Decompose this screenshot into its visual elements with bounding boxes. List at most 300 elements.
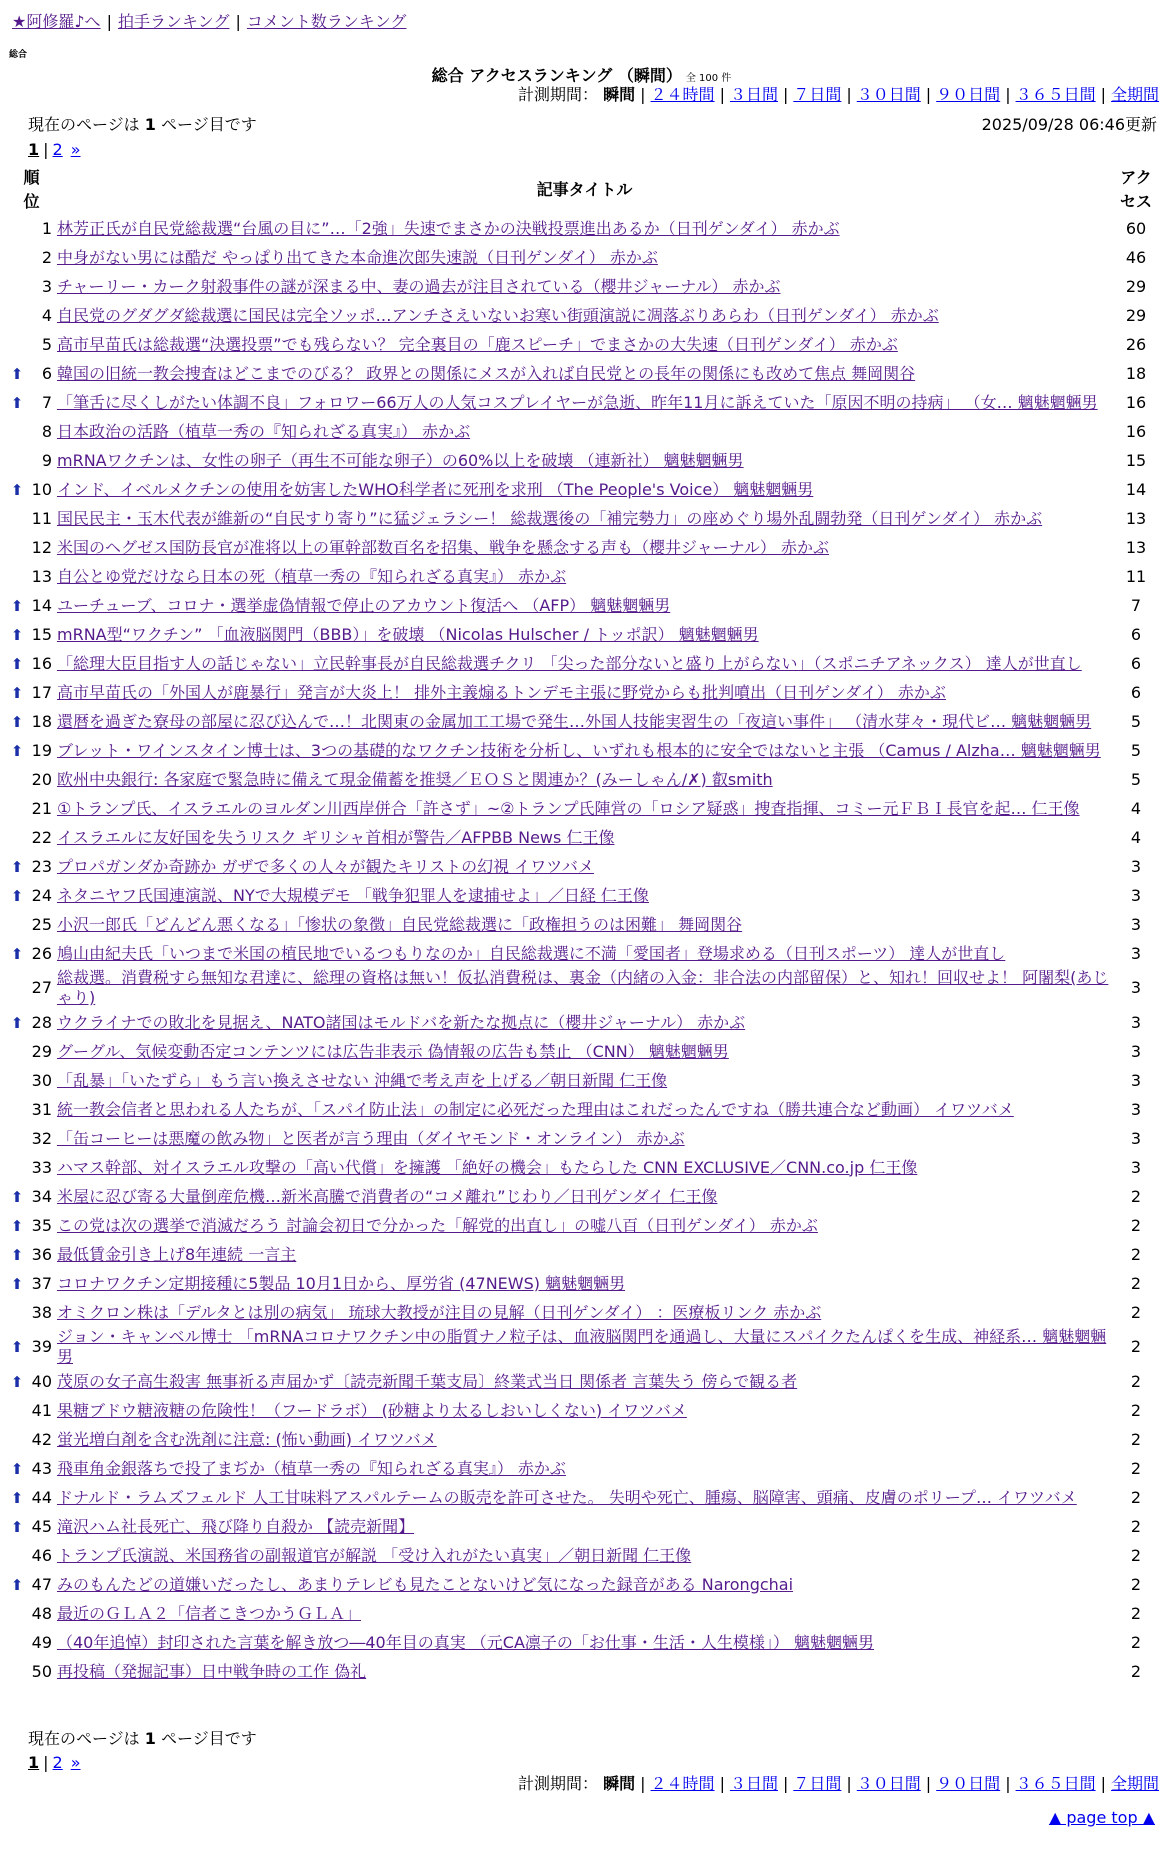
article-title-cell [55, 620, 1114, 649]
article-title-cell [55, 562, 1114, 591]
rank-change-cell [8, 475, 26, 504]
rank-number: 46 [31, 1545, 52, 1565]
article-title-cell [55, 968, 1114, 1008]
rank-change-cell [8, 504, 26, 533]
period-all-link[interactable]: 全期間 [1110, 85, 1159, 104]
article-title-cell [55, 1298, 1114, 1327]
table-row [8, 243, 1158, 272]
rank-change-cell [8, 446, 26, 475]
article-link[interactable]: 高市早苗氏の「外国人が鹿暴行」発言が大炎上！ 排外主義煽るトンデモ主張に野党からも批判噴出（日刊ゲンダイ） 赤かぶ [57, 682, 946, 702]
home-link[interactable]: ★阿修羅♪へ [12, 12, 101, 31]
article-title-cell [55, 881, 1114, 910]
article-link[interactable]: 「総理大臣目指す人の話じゃない」立民幹事長が自民総裁選チクリ 「尖った部分ないと盛り上がらない」（スポニチアネックス） 達人が世直し [57, 653, 1082, 673]
period-3d-link[interactable]: ３日間 [729, 85, 778, 104]
rank-number: 27 [31, 978, 52, 997]
article-title-cell [55, 243, 1114, 272]
table-row [8, 968, 1158, 1008]
rank-number: 25 [31, 914, 52, 934]
up-arrow-icon: ⬆ [10, 741, 24, 760]
article-link[interactable]: 最低賃金引き上げ8年連続 一言主 [57, 1244, 297, 1264]
rank-number: 49 [31, 1632, 52, 1652]
rank-number: 48 [31, 1603, 52, 1623]
table-row [8, 533, 1158, 562]
rank-change-cell [8, 1095, 26, 1124]
rank-change-cell [8, 1182, 26, 1211]
up-arrow-icon: ⬆ [10, 1187, 24, 1206]
up-arrow-icon: ⬆ [10, 712, 24, 731]
access-count: 3 [1130, 1099, 1142, 1119]
access-count: 16 [1125, 392, 1147, 412]
table-row [8, 1483, 1158, 1512]
period-current: 瞬間 [603, 85, 636, 104]
periods-label: 計測期間： [518, 85, 599, 104]
article-link[interactable]: 茂原の女子高生殺害 無事祈る声届かず〔読売新聞千葉支局〕終業式当日 関係者 言葉失う 傍らで観る者 [57, 1371, 798, 1391]
article-title-cell [55, 1153, 1114, 1182]
rank-number: 26 [31, 943, 52, 963]
access-count: 2 [1130, 1302, 1142, 1322]
article-link[interactable]: （40年追悼）封印された言葉を解き放つ―40年目の真実 （元CA凛子の「お仕事・生活・人生模様」） 魑魅魍魎男 [57, 1632, 875, 1652]
page-top-container [1049, 1808, 1155, 1827]
article-link[interactable]: 高市早苗氏は総裁選“決選投票”でも残らない？ 完全裏目の「鹿スピーチ」でまさかの大失速（日刊ゲンダイ） 赤かぶ [57, 334, 898, 354]
table-row [8, 1454, 1158, 1483]
access-count: 46 [1125, 247, 1147, 267]
access-count: 5 [1130, 769, 1142, 789]
rank-number: 36 [31, 1244, 52, 1264]
article-link[interactable]: みのもんたどの道嫌いだったし、あまりテレビも見たことないけど気になった録音がある Narongchai [57, 1574, 794, 1594]
article-title-cell [55, 1124, 1114, 1153]
access-count: 3 [1130, 943, 1142, 963]
page-title-block [0, 63, 1163, 86]
rank-change-cell [8, 1570, 26, 1599]
access-count: 6 [1130, 653, 1142, 673]
article-title-cell [55, 1037, 1114, 1066]
separator: | [106, 12, 112, 31]
article-title-cell [55, 794, 1114, 823]
access-count: 2 [1130, 1186, 1142, 1206]
article-link[interactable]: オミクロン株は「デルタとは別の病気」 琉球大教授が注目の見解（日刊ゲンダイ） ：医療板リンク 赤かぶ [57, 1302, 822, 1322]
article-link[interactable]: 総裁選。消費税すら無知な君達に、総理の資格は無い！仮払消費税は、裏金（内緒の入金：非合法の内部留保）と、知れ！回収せよ！ 阿闍梨(あじゃり) [57, 968, 1109, 1007]
rank-change-cell [8, 214, 26, 243]
access-count: 2 [1130, 1215, 1142, 1235]
article-link[interactable]: 滝沢ハム社長死亡、飛び降り自殺か 【読売新聞】 [57, 1516, 415, 1536]
table-row [8, 794, 1158, 823]
period-selector-bottom: 計測期間： 瞬間 | ２４時間 | ３日間 | ７日間 | ３０日間 | ９０日間 | ３６５日間 | 全期間 [518, 1774, 1159, 1793]
article-link[interactable]: 中身がない男には酷だ やっぱり出てきた本命進次郎失速説（日刊ゲンダイ） 赤かぶ [57, 247, 658, 267]
rank-number: 10 [31, 479, 52, 499]
rank-number: 18 [31, 711, 52, 731]
access-count: 2 [1130, 1632, 1142, 1652]
rank-change-cell [8, 1269, 26, 1298]
period-selector-top: 計測期間： 瞬間 | ２４時間 | ３日間 | ７日間 | ３０日間 | ９０日間 | ３６５日間 | 全期間 [518, 85, 1159, 104]
article-link[interactable]: トランプ氏演説、米国務省の副報道官が解説 「受け入れがたい真実」／朝日新聞 仁王像 [57, 1545, 692, 1565]
period-7d-link[interactable]: ７日間 [793, 1774, 842, 1793]
article-link[interactable]: 米屋に忍び寄る大量倒産危機…新米高騰で消費者の“コメ離れ”じわり／日刊ゲンダイ 仁王像 [57, 1186, 718, 1206]
rank-change-cell [8, 1037, 26, 1066]
rank-number: 20 [31, 769, 52, 789]
article-link[interactable]: 小沢一郎氏「どんどん悪くなる」「惨状の象徴」自民党総裁選に「政権担うのは困難」 舞岡関谷 [57, 914, 743, 934]
up-arrow-icon: ⬆ [10, 944, 24, 963]
period-24h-link[interactable]: ２４時間 [650, 85, 715, 104]
up-arrow-icon: ⬆ [10, 480, 24, 499]
rank-change-cell [8, 301, 26, 330]
table-row [8, 446, 1158, 475]
article-link[interactable]: 自民党のグダグダ総裁選に国民は完全ソッポ…アンチさえいないお寒い街頭演説に凋落ぶりあらわ（日刊ゲンダイ） 赤かぶ [57, 305, 939, 325]
period-24h-link[interactable]: ２４時間 [650, 1774, 715, 1793]
article-link[interactable]: チャーリー・カーク射殺事件の謎が深まる中、妻の過去が注目されている（櫻井ジャーナル） 赤かぶ [57, 276, 781, 296]
top-nav [12, 11, 406, 33]
article-title-cell [55, 1396, 1114, 1425]
access-count: 4 [1130, 798, 1142, 818]
section-tag: 総合 [9, 50, 28, 60]
table-row [8, 1628, 1158, 1657]
up-arrow-icon: ⬆ [10, 625, 24, 644]
up-arrow-icon: ⬆ [10, 1274, 24, 1293]
table-row [8, 1570, 1158, 1599]
article-title-cell [55, 1066, 1114, 1095]
page-info-bottom: 現在のページは 1 ページ目です [28, 1729, 257, 1748]
period-90d-link[interactable]: ９０日間 [936, 85, 1001, 104]
table-row [8, 1298, 1158, 1327]
article-link[interactable]: 林芳正氏が自民党総裁選“台風の目に”…「2強」失速でまさかの決戦投票進出あるか（日刊ゲンダイ） 赤かぶ [57, 218, 840, 238]
table-row [8, 736, 1158, 765]
article-link[interactable]: 欧州中央銀行: 各家庭で緊急時に備えて現金備蓄を推奨／ＥＯＳと関連か？(みーしゃん/✗) 叡smith [57, 769, 773, 789]
rank-number: 41 [31, 1400, 52, 1420]
table-row [8, 504, 1158, 533]
table-row [8, 1240, 1158, 1269]
table-row [8, 562, 1158, 591]
article-link[interactable]: 還暦を過ぎた寮母の部屋に忍び込んで…！北関東の金属加工工場で発生…外国人技能実習生の「夜這い事件」 （清水芽々・現代ビ… 魑魅魍魎男 [57, 711, 1092, 731]
rank-number: 24 [31, 885, 52, 905]
pager-page-2-link[interactable]: 2 [52, 1753, 63, 1772]
rank-header: 順 位 [23, 168, 40, 211]
table-row [8, 1124, 1158, 1153]
period-30d-link[interactable]: ３０日間 [856, 85, 921, 104]
access-count: 7 [1130, 595, 1142, 615]
article-link[interactable]: 韓国の旧統一教会捜査はどこまでのびる？ 政界との関係にメスが入れば自民党との長年の関係にも改めて焦点 舞岡関谷 [57, 363, 916, 383]
up-arrow-icon: ⬆ [10, 886, 24, 905]
pager-current: 1 [28, 140, 40, 159]
page-info-top: 現在のページは 1 ページ目です [28, 115, 257, 134]
access-count: 3 [1130, 856, 1142, 876]
article-link[interactable]: ジョン・キャンベル博士 「mRNAコロナワクチン中の脂質ナノ粒子は、血液脳関門を通過し、大量にスパイクたんぱくを生成、神経系… 魑魅魍魎男 [57, 1327, 1107, 1366]
access-count: 18 [1125, 363, 1147, 383]
article-title-cell [55, 1008, 1114, 1037]
rank-number: 44 [31, 1487, 52, 1507]
article-link[interactable]: 「缶コーヒーは悪魔の飲み物」と医者が言う理由（ダイヤモンド・オンライン） 赤かぶ [57, 1128, 685, 1148]
updated-timestamp: 2025/09/28 06:46更新 [981, 115, 1157, 134]
rank-change-cell [8, 533, 26, 562]
article-link[interactable]: 日本政治の活路（植草一秀の『知られざる真実』） 赤かぶ [57, 421, 471, 441]
rank-number: 22 [31, 827, 52, 847]
rank-change-cell [8, 1298, 26, 1327]
rank-change-cell [8, 1628, 26, 1657]
total-count: 全 100 件 [685, 73, 732, 84]
table-row [8, 1269, 1158, 1298]
access-count: 5 [1130, 740, 1142, 760]
rank-change-cell [8, 794, 26, 823]
access-count: 3 [1130, 885, 1142, 905]
table-row [8, 1153, 1158, 1182]
rank-change-cell [8, 272, 26, 301]
article-link[interactable]: 鳩山由紀夫氏「いつまで米国の植民地でいるつもりなのか」自民総裁選に不満「愛国者」登場求める（日刊スポーツ） 達人が世直し [57, 943, 1006, 963]
article-link[interactable]: ①トランプ氏、イスラエルのヨルダン川西岸併合「許さず」~②トランプ氏陣営の「ロシア疑惑」捜査指揮、コミー元ＦＢＩ長官を起… 仁王像 [57, 798, 1080, 818]
rank-change-cell [8, 1483, 26, 1512]
article-title-cell [55, 591, 1114, 620]
access-count: 2 [1130, 1273, 1142, 1293]
article-link[interactable]: この党は次の選挙で消滅だろう 討論会初日で分かった「解党的出直し」の嘘八百（日刊ゲンダイ） 赤かぶ [57, 1215, 818, 1235]
access-count: 2 [1130, 1429, 1142, 1449]
access-count: 2 [1130, 1337, 1142, 1356]
period-30d-link[interactable]: ３０日間 [856, 1774, 921, 1793]
article-title-cell [55, 446, 1114, 475]
article-link[interactable]: 米国のヘグゼス国防長官が准将以上の軍幹部数百名を招集、戦争を懸念する声も（櫻井ジャーナル） 赤かぶ [57, 537, 829, 557]
pager-top: 1 | 2 » [28, 140, 81, 159]
up-arrow-icon: ⬆ [10, 1245, 24, 1264]
up-arrow-icon: ⬆ [10, 1575, 24, 1594]
period-7d-link[interactable]: ７日間 [793, 85, 842, 104]
rank-number: 47 [31, 1574, 52, 1594]
rank-number: 13 [31, 566, 52, 586]
rank-number: 5 [41, 334, 52, 354]
up-arrow-icon: ⬆ [10, 1488, 24, 1507]
pager-page-2-link[interactable]: 2 [52, 140, 63, 159]
article-title-cell [55, 1269, 1114, 1298]
article-link[interactable]: mRNAワクチンは、女性の卵子（再生不可能な卵子）の60%以上を破壊 （連新社） 魑魅魍魎男 [57, 450, 744, 470]
access-count: 5 [1130, 711, 1142, 731]
article-link[interactable]: 統一教会信者と思われる人たちが、「スパイ防止法」の制定に必死だった理由はこれだったんですね（勝共連合など動画） イワツバメ [57, 1099, 1014, 1119]
article-title-cell [55, 533, 1114, 562]
article-title-cell [55, 1483, 1114, 1512]
table-row [8, 1327, 1158, 1367]
access-count: 2 [1130, 1574, 1142, 1594]
rank-change-cell [8, 881, 26, 910]
article-title-cell [55, 475, 1114, 504]
table-row [8, 1657, 1158, 1686]
article-title-cell [55, 1425, 1114, 1454]
rank-number: 11 [31, 508, 52, 528]
access-count: 2 [1130, 1516, 1142, 1536]
up-arrow-icon: ⬆ [10, 1517, 24, 1536]
period-90d-link[interactable]: ９０日間 [936, 1774, 1001, 1793]
article-title-cell [55, 1657, 1114, 1686]
rank-number: 21 [31, 798, 52, 818]
rank-change-cell [8, 388, 26, 417]
up-arrow-icon: ⬆ [10, 1013, 24, 1032]
rank-change-cell [8, 243, 26, 272]
rank-number: 34 [31, 1186, 52, 1206]
rank-number: 42 [31, 1429, 52, 1449]
article-link[interactable]: インド、イベルメクチンの使用を妨害したWHO科学者に死刑を求刑 （The People's Voice） 魑魅魍魎男 [57, 479, 814, 499]
rank-number: 33 [31, 1157, 52, 1177]
access-count: 3 [1130, 978, 1142, 997]
rank-change-cell [8, 591, 26, 620]
article-title-cell [55, 736, 1114, 765]
rank-change-cell [8, 707, 26, 736]
access-count: 2 [1130, 1244, 1142, 1264]
rank-change-cell [8, 968, 26, 1008]
table-row [8, 301, 1158, 330]
up-arrow-icon: ⬆ [10, 683, 24, 702]
rank-change-cell [8, 1327, 26, 1367]
article-title-cell [55, 388, 1114, 417]
article-title-cell [55, 1327, 1114, 1367]
article-link[interactable]: 再投稿（発掘記事）日中戦争時の工作 偽礼 [57, 1661, 367, 1681]
article-link[interactable]: ユーチューブ、コロナ・選挙虚偽情報で停止のアカウント復活へ （AFP） 魑魅魍魎男 [57, 595, 671, 615]
pager-next-link[interactable]: » [70, 1753, 81, 1772]
periods-label: 計測期間： [518, 1774, 599, 1793]
table-row [8, 1367, 1158, 1396]
article-title-cell [55, 678, 1114, 707]
period-all-link[interactable]: 全期間 [1110, 1774, 1159, 1793]
article-title-cell [55, 852, 1114, 881]
access-count: 6 [1130, 624, 1142, 644]
period-365d-link[interactable]: ３６５日間 [1015, 1774, 1096, 1793]
article-link[interactable]: 最近のＧＬＡ２「信者こきつかうＧＬＡ」 [57, 1603, 362, 1623]
table-row [8, 765, 1158, 794]
article-link[interactable]: ハマス幹部、対イスラエル攻撃の「高い代償」を擁護 「絶好の機会」もたらした CNN EXCLUSIVE／CNN.co.jp 仁王像 [57, 1157, 918, 1177]
rank-change-cell [8, 1211, 26, 1240]
access-count: 14 [1125, 479, 1147, 499]
table-row [8, 1396, 1158, 1425]
rank-change-cell [8, 1454, 26, 1483]
article-link[interactable]: mRNA型“ワクチン” 「血液脳関門（BBB）」を破壊 （Nicolas Hulscher / トッポ訳） 魑魅魍魎男 [57, 624, 759, 644]
up-arrow-icon: ⬆ [10, 1338, 24, 1356]
article-link[interactable]: プロパガンダか奇跡か ガザで多くの人々が観たキリストの幻視 イワツバメ [57, 856, 594, 876]
access-count: 29 [1125, 305, 1147, 325]
article-title-cell [55, 330, 1114, 359]
article-link[interactable]: 国民民主・玉木代表が維新の“自民すり寄り”に猛ジェラシー！ 総裁選後の「補完勢力」の座めぐり場外乱闘勃発（日刊ゲンダイ） 赤かぶ [57, 508, 1043, 528]
article-title-cell [55, 649, 1114, 678]
up-arrow-icon: ⬆ [10, 596, 24, 615]
clap-ranking-link[interactable]: 拍手ランキング [117, 12, 230, 31]
table-row [8, 678, 1158, 707]
access-count: 16 [1125, 421, 1147, 441]
access-count: 3 [1130, 1041, 1142, 1061]
article-link[interactable]: ネタニヤフ氏国連演説、NYで大規模デモ 「戦争犯罪人を逮捕せよ」／日経 仁王像 [57, 885, 649, 905]
pager-next-link[interactable]: » [70, 140, 81, 159]
rank-number: 39 [31, 1337, 52, 1356]
article-link[interactable]: コロナワクチン定期接種に5製品 10月1日から、厚労省 (47NEWS) 魑魅魍魎男 [57, 1273, 626, 1293]
rank-change-cell [8, 1541, 26, 1570]
rank-change-cell [8, 649, 26, 678]
period-3d-link[interactable]: ３日間 [729, 1774, 778, 1793]
article-link[interactable]: 自公とゆ党だけなら日本の死（植草一秀の『知られざる真実』） 赤かぶ [57, 566, 567, 586]
rank-number: 30 [31, 1070, 52, 1090]
rank-number: 35 [31, 1215, 52, 1235]
article-title-cell [55, 417, 1114, 446]
access-count: 60 [1125, 218, 1147, 238]
rank-number: 40 [31, 1371, 52, 1391]
access-count: 6 [1130, 682, 1142, 702]
access-count: 3 [1130, 1012, 1142, 1032]
article-link[interactable]: グーグル、気候変動否定コンテンツには広告非表示 偽情報の広告も禁止 （CNN） 魑魅魍魎男 [57, 1041, 729, 1061]
rank-change-cell [8, 939, 26, 968]
table-row [8, 1037, 1158, 1066]
table-row [8, 417, 1158, 446]
table-row [8, 649, 1158, 678]
article-title-cell [55, 823, 1114, 852]
rank-change-cell [8, 620, 26, 649]
access-count: 11 [1125, 566, 1147, 586]
up-arrow-icon: ⬆ [10, 1372, 24, 1391]
table-row [8, 272, 1158, 301]
page-title: 総合 アクセスランキング （瞬間） [431, 66, 682, 85]
up-arrow-icon: ⬆ [10, 1216, 24, 1235]
rank-number: 4 [41, 305, 52, 325]
article-link[interactable]: 蛍光増白剤を含む洗剤に注意: (怖い動画) イワツバメ [57, 1429, 437, 1449]
table-row [8, 359, 1158, 388]
article-title-cell [55, 1599, 1114, 1628]
article-link[interactable]: 「乱暴」「いたずら」もう言い換えさせない 沖縄で考え声を上げる／朝日新聞 仁王像 [57, 1070, 668, 1090]
article-title-cell [55, 910, 1114, 939]
article-link[interactable]: 果糖ブドウ糖液糖の危険性！（フードラボ） (砂糖より太るしおいしくない) イワツバメ [57, 1400, 687, 1420]
article-link[interactable]: ブレット・ワインスタイン博士は、3つの基礎的なワクチン技術を分析し、いずれも根本的に安全ではないと主張 （Camus / Alzha… 魑魅魍魎男 [57, 740, 1101, 760]
up-arrow-icon: ⬆ [10, 1459, 24, 1478]
article-link[interactable]: イスラエルに友好国を失うリスク ギリシャ首相が警告／AFPBB News 仁王像 [57, 827, 615, 847]
article-link[interactable]: 飛車角金銀落ちで投了まぢか（植草一秀の『知られざる真実』） 赤かぶ [57, 1458, 566, 1478]
table-row [8, 1541, 1158, 1570]
access-count: 15 [1125, 450, 1147, 470]
up-arrow-icon: ⬆ [10, 364, 24, 383]
period-365d-link[interactable]: ３６５日間 [1015, 85, 1096, 104]
rank-change-cell [8, 330, 26, 359]
rank-number: 50 [31, 1661, 52, 1681]
up-arrow-icon: ⬆ [10, 654, 24, 673]
article-title-cell [55, 1240, 1114, 1269]
access-count: 26 [1125, 334, 1147, 354]
rank-change-cell [8, 1008, 26, 1037]
rank-change-cell [8, 1240, 26, 1269]
rank-number: 17 [31, 682, 52, 702]
rank-change-cell [8, 823, 26, 852]
article-link[interactable]: ウクライナでの敗北を見据え、NATO諸国はモルドバを新たな拠点に（櫻井ジャーナル） 赤かぶ [57, 1012, 746, 1032]
rank-change-cell [8, 1124, 26, 1153]
article-title-cell [55, 1182, 1114, 1211]
rank-change-cell [8, 562, 26, 591]
table-row [8, 1008, 1158, 1037]
table-row [8, 852, 1158, 881]
table-row [8, 823, 1158, 852]
table-row [8, 1066, 1158, 1095]
table-row [8, 1211, 1158, 1240]
rank-change-cell [8, 1512, 26, 1541]
access-count: 13 [1125, 508, 1147, 528]
access-count: 3 [1130, 1070, 1142, 1090]
article-title-cell [55, 1628, 1114, 1657]
ranking-rows [8, 214, 1158, 1686]
rank-number: 9 [41, 450, 52, 470]
rank-change-cell [8, 736, 26, 765]
access-count: 2 [1130, 1371, 1142, 1391]
comment-ranking-link[interactable]: コメント数ランキング [246, 12, 407, 31]
article-link[interactable]: ドナルド・ラムズフェルド 人工甘味料アスパルテームの販売を許可させた。 失明や死亡、腫瘍、脳障害、頭痛、皮膚のポリープ… イワツバメ [57, 1487, 1077, 1507]
up-arrow-icon: ⬆ [10, 393, 24, 412]
ranking-table [8, 166, 1158, 1686]
rank-change-cell [8, 765, 26, 794]
access-count: 3 [1130, 914, 1142, 934]
table-header-row [8, 166, 1158, 214]
table-row [8, 939, 1158, 968]
rank-number: 38 [31, 1302, 52, 1322]
access-count: 2 [1130, 1458, 1142, 1478]
rank-number: 37 [31, 1273, 52, 1293]
article-title-cell [55, 1211, 1114, 1240]
article-link[interactable]: 「筆舌に尽くしがたい体調不良」フォロワー66万人の人気コスプレイヤーが急逝、昨年11月に訴えていた「原因不明の持病」 （女… 魑魅魍魎男 [57, 392, 1098, 412]
access-count: 29 [1125, 276, 1147, 296]
period-current: 瞬間 [603, 1774, 636, 1793]
page-top-link[interactable]: ▲ page top ▲ [1048, 1808, 1155, 1827]
rank-number: 12 [31, 537, 52, 557]
